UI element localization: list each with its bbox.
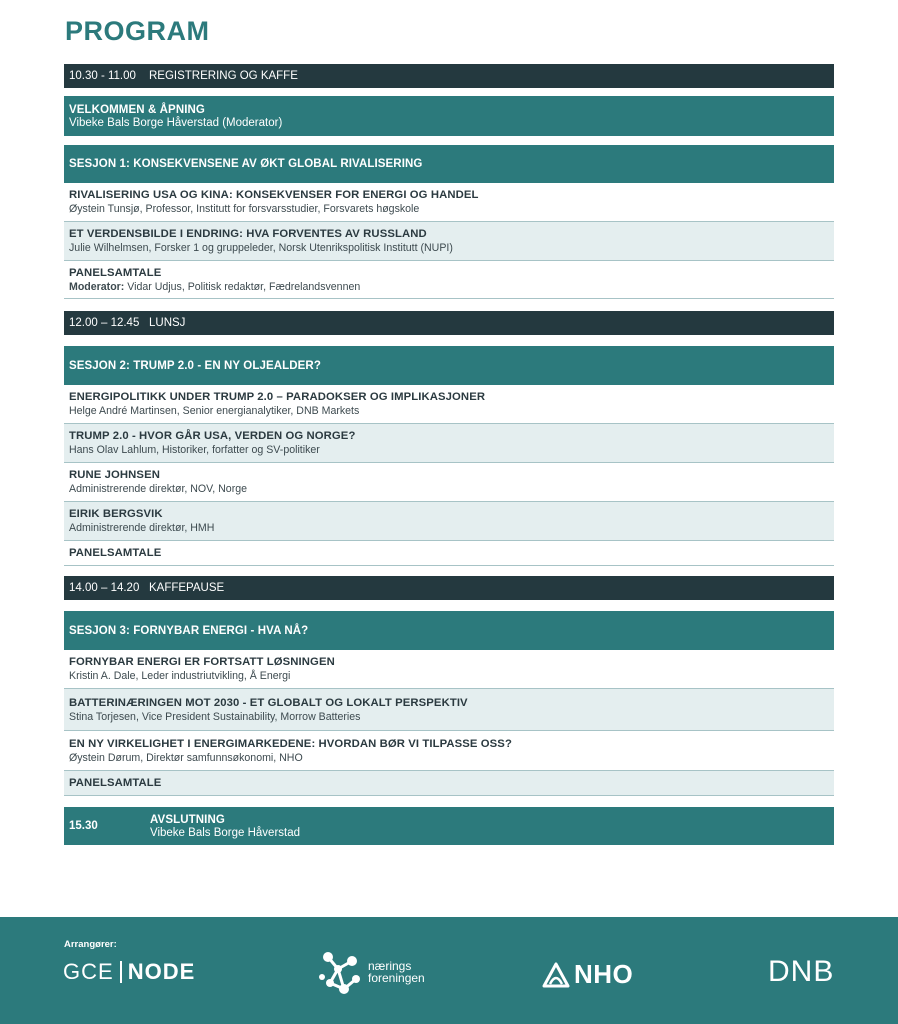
naeringsforeningen-logo [318,947,425,997]
item-title: RIVALISERING USA OG KINA: KONSEKVENSER FOR ENERGI OG HANDEL [69,189,479,201]
session1-item-2 [64,222,834,261]
foreningen-text: foreningen [368,971,425,985]
moderator-name: Vidar Udjus, Politisk redaktør, Fædrelandsvennen [124,280,361,293]
footer [0,917,898,1024]
closing-title: AVSLUTNING [150,813,225,826]
welcome-title: VELKOMMEN & ÅPNING [69,103,205,116]
session3-title: SESJON 3: FORNYBAR ENERGI - HVA NÅ? [69,624,309,637]
session1-item-1 [64,183,834,222]
session1-title: SESJON 1: KONSEKVENSENE AV ØKT GLOBAL RIVALISERING [69,158,423,170]
session2-item-1 [64,385,834,424]
item-speaker: Hans Olav Lahlum, Historiker, forfatter og SV-politiker [69,444,320,456]
registration-bar [64,64,834,88]
molecule-icon [318,947,364,997]
session3-item-3 [64,731,834,771]
session2-item-3 [64,463,834,502]
item-speaker: Helge André Martinsen, Senior energianalytiker, DNB Markets [69,405,360,417]
item-speaker: Administrerende direktør, NOV, Norge [69,483,248,495]
session2-item-2 [64,424,834,463]
panel-moderator [69,281,834,293]
lunch-bar [64,311,834,335]
logo-divider [120,961,122,983]
naerings-text: nærings [368,959,412,973]
coffee-label: KAFFEPAUSE [149,582,225,594]
item-speaker: Øystein Dørum, Direktør samfunnsøkonomi, NHO [69,751,303,764]
welcome-block [64,96,834,136]
closing-text [150,814,300,839]
item-speaker: Administrerende direktør, HMH [69,522,215,534]
gce-logo-text: GCE [63,959,114,984]
item-title: RUNE JOHNSEN [69,469,160,481]
session1-header [64,145,834,183]
session3-panel [64,771,834,796]
item-title: EIRIK BERGSVIK [69,508,163,520]
session3-item-1 [64,650,834,689]
item-title: ET VERDENSBILDE I ENDRING: HVA FORVENTES AV RUSSLAND [69,228,427,240]
item-title: EN NY VIRKELIGHET I ENERGIMARKEDENE: HVORDAN BØR VI TILPASSE OSS? [69,737,512,750]
closing-time: 15.30 [69,820,98,832]
lunch-time: 12.00 – 12.45 [69,317,140,329]
closing-block [64,807,834,845]
item-title: TRUMP 2.0 - HVOR GÅR USA, VERDEN OG NORGE? [69,430,356,442]
coffee-bar [64,576,834,600]
registration-time: 10.30 - 11.00 [69,70,136,82]
lunch-label: LUNSJ [149,317,186,329]
session2-title: SESJON 2: TRUMP 2.0 - EN NY OLJEALDER? [69,359,321,372]
coffee-time: 14.00 – 14.20 [69,582,140,594]
page-title: PROGRAM [65,16,210,46]
gce-node-logo [63,959,195,985]
dnb-logo: DNB [768,955,835,988]
item-title: BATTERINÆRINGEN MOT 2030 - ET GLOBALT OG LOKALT PERSPEKTIV [69,696,468,709]
item-speaker: Kristin A. Dale, Leder industriutvikling, Å Energi [69,670,291,682]
node-logo-text: NODE [127,959,196,984]
session2-item-4 [64,502,834,541]
session1-panel [64,261,834,299]
closing-speaker: Vibeke Bals Borge Håverstad [150,826,301,839]
moderator-label: Moderator: [69,280,125,293]
panel-title: PANELSAMTALE [69,777,162,789]
panel-title: PANELSAMTALE [69,547,162,559]
item-speaker: Julie Wilhelmsen, Forsker 1 og gruppeleder, Norsk Utenrikspolitisk Institutt (NUPI) [69,242,453,254]
nho-logo-text: NHO [574,959,634,989]
organizers-label: Arrangører: [64,939,117,950]
item-speaker: Stina Torjesen, Vice President Sustainability, Morrow Batteries [69,710,361,723]
item-title: ENERGIPOLITIKK UNDER TRUMP 2.0 – PARADOKSER OG IMPLIKASJONER [69,391,486,403]
item-speaker: Øystein Tunsjø, Professor, Institutt for forsvarsstudier, Forsvarets høgskole [69,203,420,215]
nho-mark-icon [542,962,570,988]
panel-title: PANELSAMTALE [69,266,162,279]
session3-item-2 [64,689,834,731]
nho-logo [542,959,633,990]
item-title: FORNYBAR ENERGI ER FORTSATT LØSNINGEN [69,656,335,668]
registration-label: REGISTRERING OG KAFFE [149,70,298,82]
session2-panel [64,541,834,566]
session3-header [64,611,834,650]
welcome-speaker: Vibeke Bals Borge Håverstad (Moderator) [69,116,283,129]
session2-header [64,346,834,385]
